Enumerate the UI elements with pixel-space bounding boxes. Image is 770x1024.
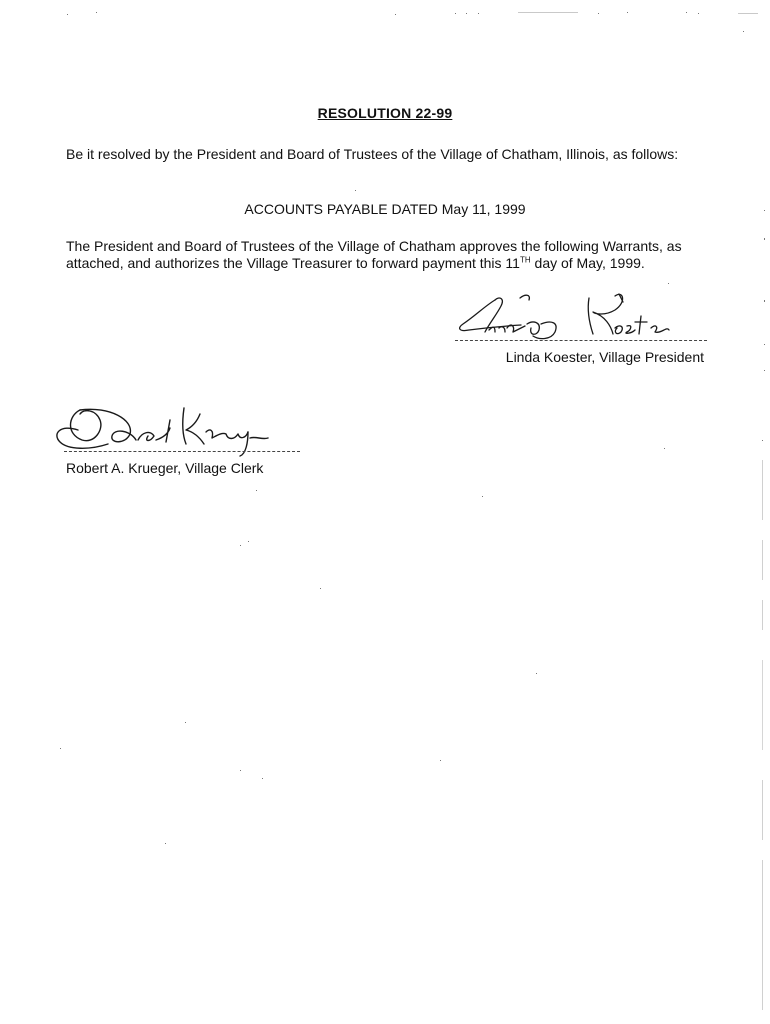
clerk-name: Robert A. Krueger, Village Clerk (66, 460, 264, 476)
president-signature (455, 292, 707, 352)
resolution-title: RESOLUTION 22-99 (317, 105, 453, 121)
accounts-payable-line: ACCOUNTS PAYABLE DATED May 11, 1999 (244, 201, 526, 217)
resolution-intro-paragraph: Be it resolved by the President and Board of Trustees of the Village of Chatham, Illinois, as follows: (66, 146, 679, 162)
approval-paragraph (66, 238, 716, 271)
approval-text-end: day of May, 1999. (530, 254, 645, 271)
president-signature-line (455, 340, 707, 341)
ordinal-superscript: TH (519, 254, 531, 264)
approval-text-start: The President and Board of Trustees of the Village of Chatham approves the following Warrants, as attached, and authorizes the Village Treasurer to forward payment this 11 (66, 238, 682, 271)
president-signature-image (455, 292, 707, 352)
clerk-signature-image (50, 400, 300, 458)
clerk-signature-line (64, 451, 300, 452)
clerk-signature (50, 400, 300, 458)
president-name: Linda Koester, Village President (505, 349, 704, 365)
